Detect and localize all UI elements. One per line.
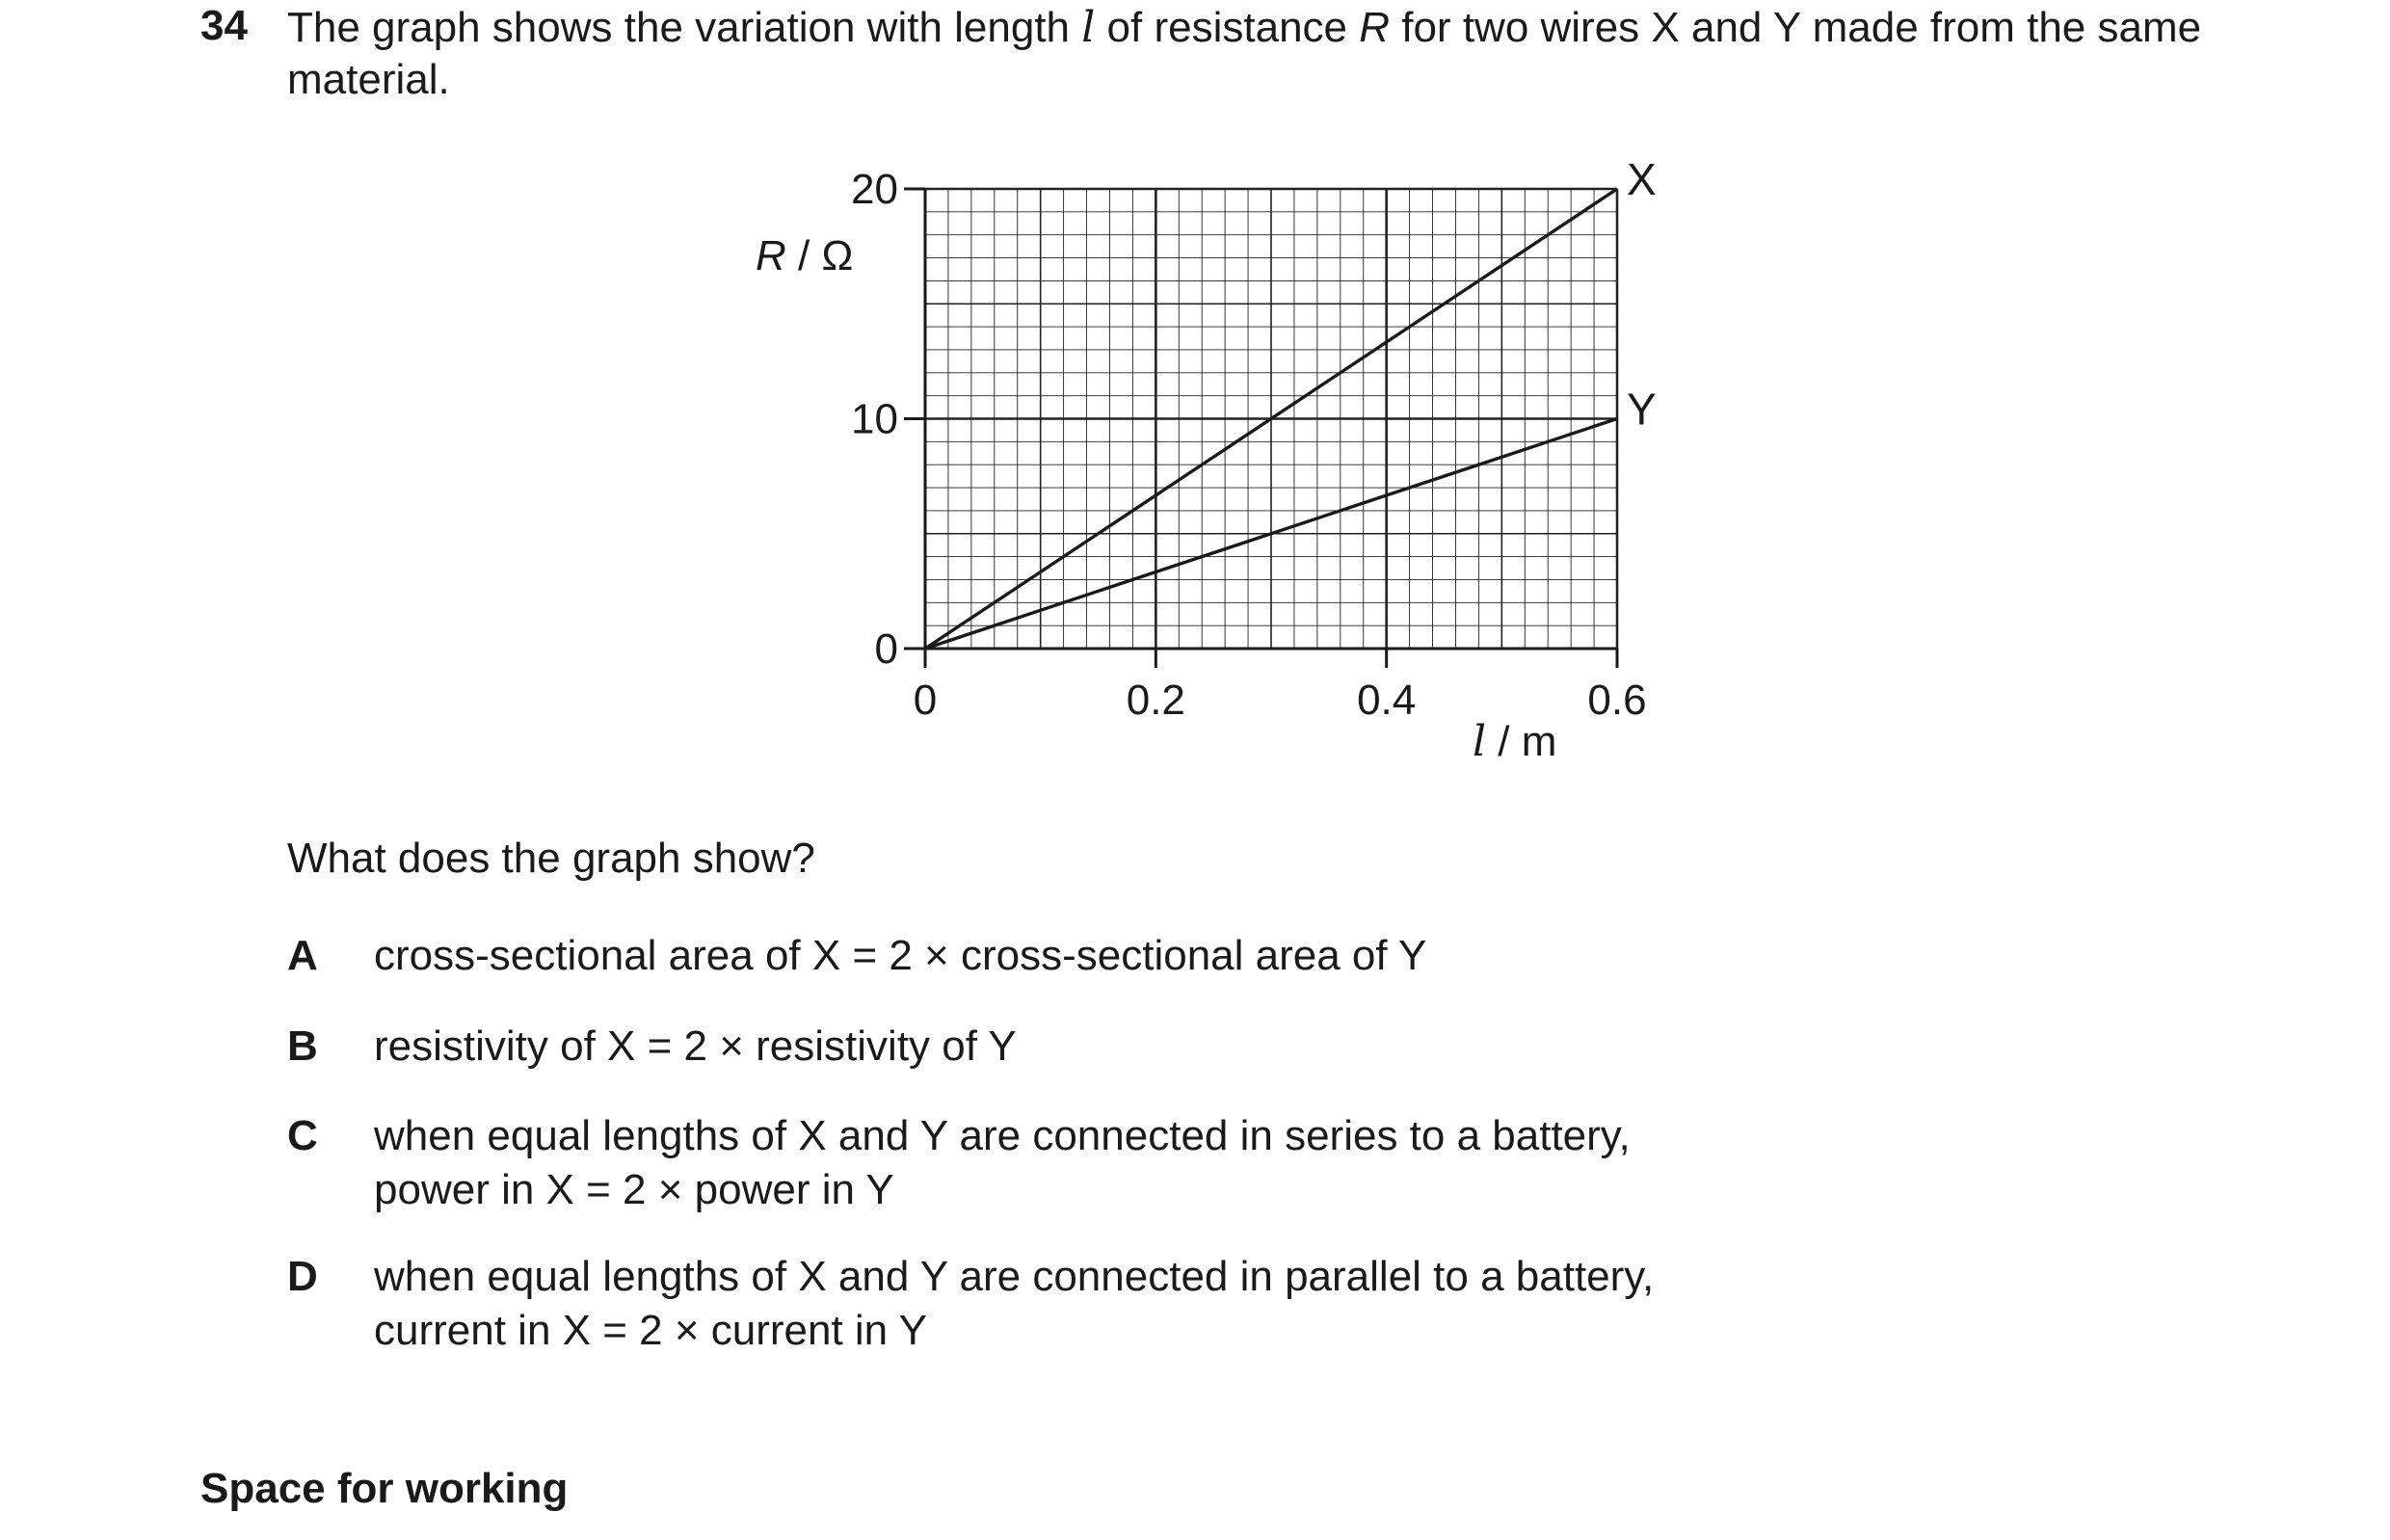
question-number: 34 — [200, 2, 248, 49]
y-tick-label: 10 — [851, 395, 898, 443]
option-text — [374, 1109, 2109, 1217]
option-text — [374, 929, 2109, 983]
y-tick-label: 20 — [851, 166, 898, 213]
x-tick-label: 0.2 — [1126, 677, 1185, 724]
option-letter: C — [287, 1112, 318, 1159]
option-line: power in X = 2 × power in Y — [374, 1166, 894, 1213]
x-tick-label: 0.4 — [1357, 677, 1417, 724]
stem-var-length: l — [1081, 3, 1096, 52]
option-letter: A — [287, 932, 318, 979]
option-line: cross-sectional area of X = 2 × cross-sectional area of Y — [374, 932, 1427, 979]
stem-var-resistance: R — [1359, 4, 1391, 51]
option-line: resistivity of X = 2 × resistivity of Y — [374, 1022, 1017, 1070]
option-letter: B — [287, 1022, 318, 1070]
option-line: when equal lengths of X and Y are connected in parallel to a battery, — [374, 1253, 1655, 1300]
series-lines — [925, 154, 1657, 649]
x-tick-label: 0 — [913, 677, 938, 724]
y-tick-label: 0 — [874, 625, 898, 673]
option-line: when equal lengths of X and Y are connected in series to a battery, — [374, 1112, 1631, 1159]
y-axis-label: R / Ω — [756, 232, 854, 279]
stem-prefix: The graph shows the variation with length — [287, 4, 1082, 51]
series-label-x: X — [1627, 154, 1657, 204]
option-text — [374, 1020, 2109, 1074]
stem-suffix: for two wires X and Y made from the same material. — [287, 4, 2202, 103]
x-axis-label: l / m — [1473, 717, 1557, 766]
stem-mid: of resistance — [1095, 4, 1360, 51]
option-letter: D — [287, 1253, 318, 1300]
question-prompt: What does the graph show? — [287, 835, 815, 882]
option-line: current in X = 2 × current in Y — [374, 1307, 927, 1354]
series-label-y: Y — [1627, 384, 1657, 435]
x-tick-label: 0.6 — [1587, 677, 1647, 724]
option-text — [374, 1250, 2109, 1358]
working-space-label: Space for working — [200, 1465, 569, 1512]
